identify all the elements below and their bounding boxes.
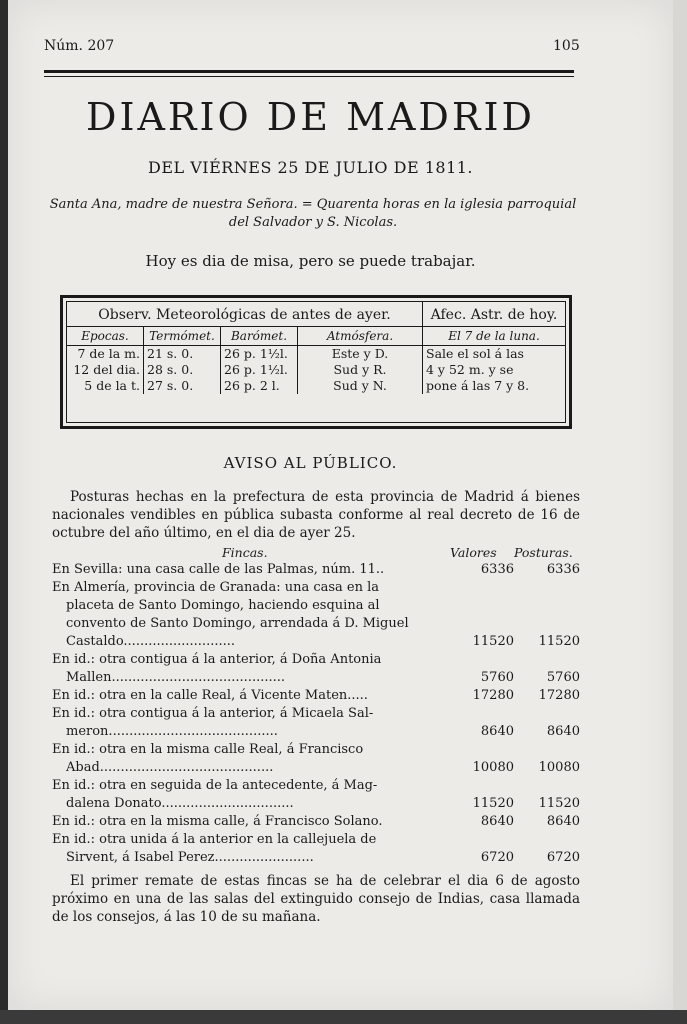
notice-title: AVISO AL PÚBLICO. [223,454,398,472]
termometro-cell: 28 s. 0. [144,362,221,378]
weather-caption: Observ. Meteorológicas de antes de ayer. [67,302,423,327]
entry-valor: 8640 [480,814,514,829]
list-item [52,741,580,777]
header-rule-thin [44,76,574,77]
entry-text: En Almería, provincia de Granada: una casa en la [52,580,380,595]
entry-text: En id.: otra en la calle Real, á Vicente Maten..... [52,688,368,703]
page-edge [673,0,687,1024]
entry-valor: 6720 [480,850,514,865]
entry-postura: 6336 [546,562,580,577]
epoca-cell: 5 de la t. [84,378,140,393]
entry-continuation: Mallen.......................................... [66,670,286,685]
scan-border [0,1010,687,1024]
atmosfera-cell: Sud y N. [298,378,423,394]
termometro-cell: 27 s. 0. [144,378,221,394]
entry-postura: 5760 [546,670,580,685]
list-item [52,579,580,651]
closing-paragraph: El primer remate de estas fincas se ha de celebrar el dia 6 de agosto próximo en una de las salas del extinguido consejo de Indias, casa llamada de los consejos, á las 10 de su mañana. [52,873,580,925]
entry-valor: 6336 [480,562,514,577]
barometro-cell: 26 p. 1½l. [221,362,298,378]
weather-row [67,378,565,394]
entry-text: En id.: otra en la misma calle, á Francisco Solano. [52,814,383,829]
entry-valor: 11520 [472,634,514,649]
weather-table [67,302,565,394]
list-item [52,651,580,687]
list-item [52,705,580,741]
epoca-cell: 12 del dia. [73,362,140,377]
luna-cell: Sale el sol á las [423,346,566,363]
entry-continuation: Abad.......................................... [66,760,274,775]
entry-text: En Sevilla: una casa calle de las Palmas, núm. 11.. [52,562,385,577]
atmosfera-cell: Sud y R. [298,362,423,378]
entry-continuation: dalena Donato................................ [66,796,294,811]
col-epocas: Epocas. [67,327,144,346]
col-atmosfera: Atmósfera. [298,327,423,346]
entry-continuation: placeta de Santo Domingo, haciendo esquina al convento de Santo Domingo, arrendada á D. Miguel Castaldo........................... [66,598,409,649]
entry-valor: 10080 [472,760,514,775]
entry-postura: 11520 [538,634,580,649]
weather-row [67,346,565,363]
col-luna: El 7 de la luna. [423,327,566,346]
issue-date: DEL VIÉRNES 25 DE JULIO DE 1811. [147,158,474,177]
entry-continuation: Sirvent, á Isabel Perez........................ [66,850,314,865]
entry-postura: 6720 [546,850,580,865]
barometro-cell: 26 p. 1½l. [221,346,298,363]
termometro-cell: 21 s. 0. [144,346,221,363]
masthead-title: DIARIO DE MADRID [86,95,535,139]
col-termometro: Termómet. [144,327,221,346]
weather-table-frame [60,295,572,429]
entry-text: En id.: otra contigua á la anterior, á Doña Antonia [52,652,382,667]
entry-valor: 8640 [480,724,514,739]
entry-postura: 17280 [538,688,580,703]
astro-caption: Afec. Astr. de hoy. [423,302,566,327]
page-number: 105 [553,38,580,54]
entry-postura: 11520 [538,796,580,811]
listing-column-headers [52,545,580,561]
notice-intro: Posturas hechas en la prefectura de esta provincia de Madrid á bienes nacionales vendibles en pública subasta conforme al real decreto de 16 de octubre del año último, en el dia de ayer 25. [52,489,580,541]
entry-valor: 11520 [472,796,514,811]
list-item [52,561,580,579]
issue-number: Núm. 207 [44,38,115,54]
col-valores: Valores [450,545,497,560]
col-fincas: Fincas. [222,545,268,560]
list-item [52,831,580,867]
luna-cell: 4 y 52 m. y se [423,362,566,378]
saints-of-day: Santa Ana, madre de nuestra Señora. = Quarenta horas en la iglesia parroquial del Salvador y S. Nicolas. [49,197,577,230]
col-barometro: Barómet. [221,327,298,346]
entry-valor: 17280 [472,688,514,703]
entry-postura: 8640 [546,814,580,829]
entry-text: En id.: otra en la misma calle Real, á Francisco [52,742,364,757]
newspaper-page [8,0,673,1010]
entry-text: En id.: otra contigua á la anterior, á Micaela Sal- [52,706,374,721]
mass-notice: Hoy es dia de misa, pero se puede trabajar. [145,252,476,270]
property-listings [52,561,580,867]
entry-valor: 5760 [480,670,514,685]
weather-row [67,362,565,378]
entry-postura: 10080 [538,760,580,775]
luna-cell: pone á las 7 y 8. [423,378,566,394]
epoca-cell: 7 de la m. [77,346,140,361]
entry-postura: 8640 [546,724,580,739]
entry-text: En id.: otra unida á la anterior en la callejuela de [52,832,377,847]
list-item [52,813,580,831]
col-posturas: Posturas. [514,545,573,560]
entry-text: En id.: otra en seguida de la antecedente, á Mag- [52,778,378,793]
header-rule [44,70,574,73]
atmosfera-cell: Este y D. [298,346,423,363]
list-item [52,777,580,813]
entry-continuation: meron......................................... [66,724,278,739]
barometro-cell: 26 p. 2 l. [221,378,298,394]
list-item [52,687,580,705]
